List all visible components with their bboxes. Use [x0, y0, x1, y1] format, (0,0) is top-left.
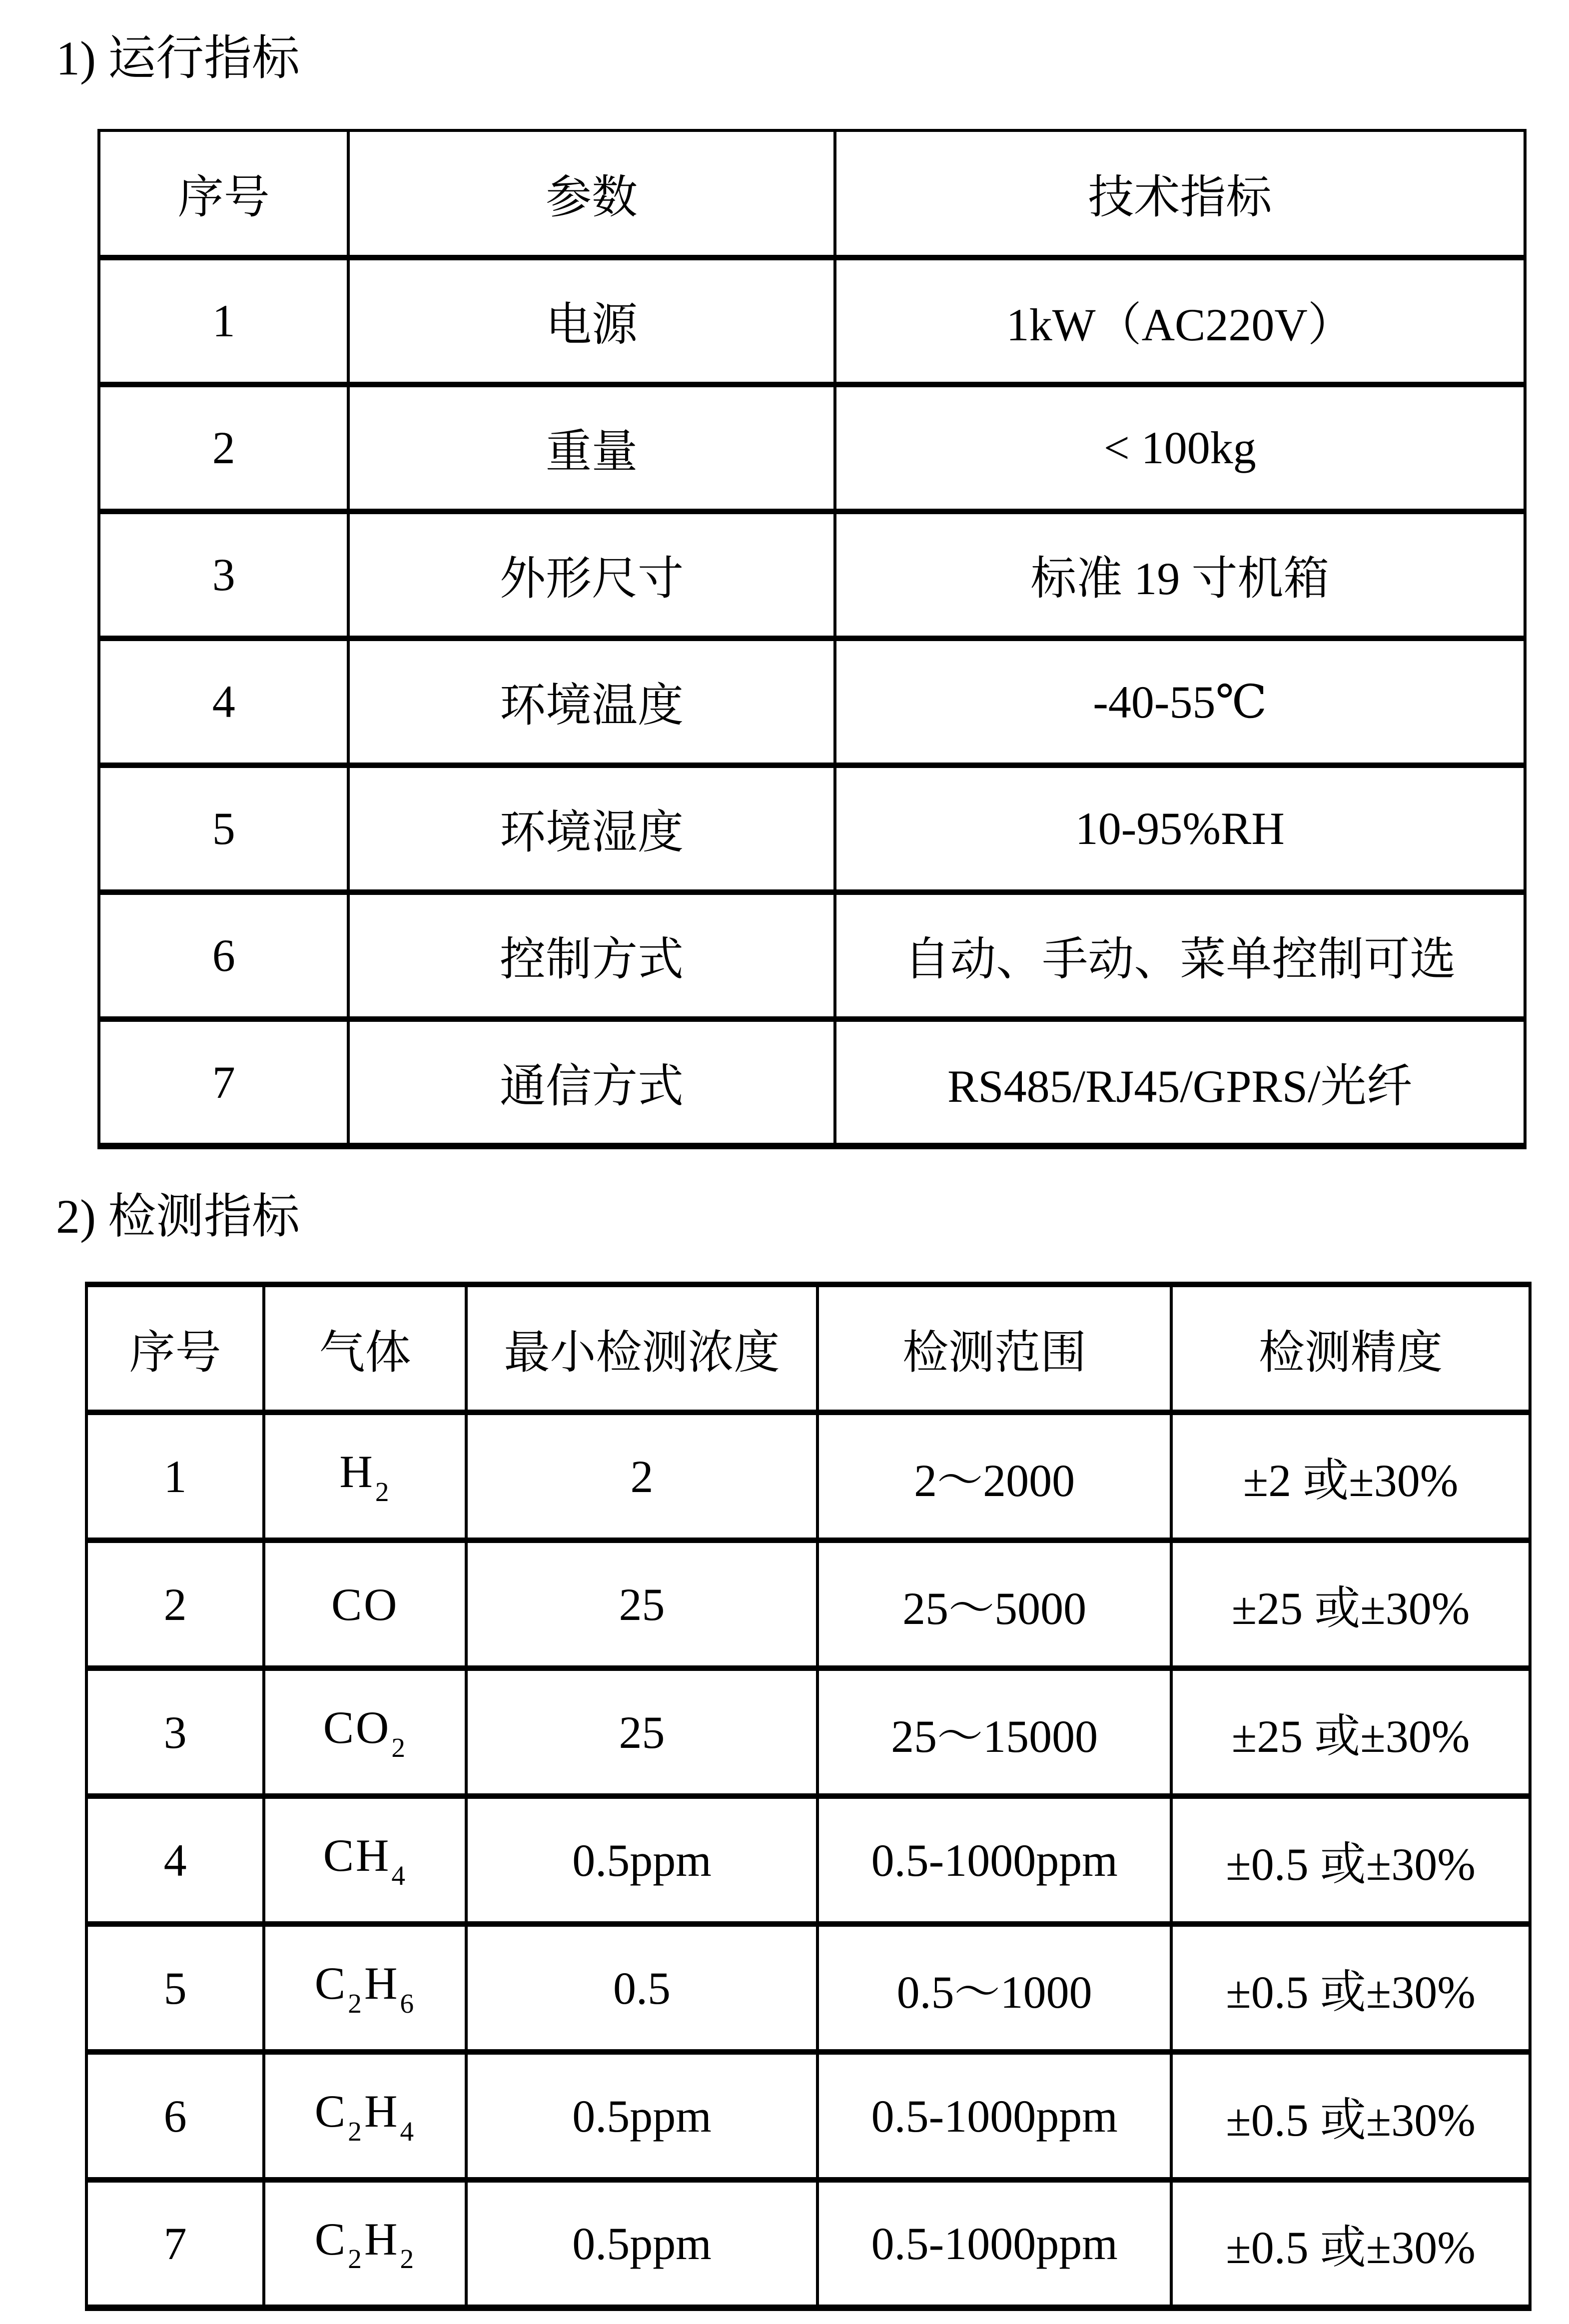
column-header: 最小检测浓度 [466, 1285, 817, 1413]
table-cell: 6 [99, 892, 348, 1019]
formula-text: CH [323, 1830, 391, 1881]
gas-formula-cell [264, 2052, 466, 2180]
table-cell: 外形尺寸 [348, 511, 834, 638]
table-cell: 电源 [348, 257, 834, 384]
table-row [86, 1541, 1530, 1668]
table-cell: 0.5ppm [466, 2180, 817, 2308]
formula-subscript: 4 [400, 2116, 416, 2147]
table-cell: 重量 [348, 384, 834, 511]
table-cell: ±0.5 或±30% [1171, 2052, 1530, 2180]
table-cell: 3 [86, 1668, 264, 1796]
formula-text: CO [323, 1702, 391, 1753]
table-cell: 3 [99, 511, 348, 638]
table-cell: 0.5-1000ppm [817, 2052, 1171, 2180]
table-cell: 25 [466, 1668, 817, 1796]
formula-text: C [314, 2086, 347, 2137]
formula-text: C [314, 2213, 347, 2265]
gas-formula-cell [264, 1796, 466, 1924]
table-cell: ±25 或±30% [1171, 1541, 1530, 1668]
table-cell: 25 [466, 1541, 817, 1668]
table-cell: 0.5ppm [466, 1796, 817, 1924]
table-cell: ±0.5 或±30% [1171, 2180, 1530, 2308]
table-row [99, 892, 1525, 1019]
table-row [86, 1668, 1530, 1796]
table-row [99, 257, 1525, 384]
table-row [86, 1413, 1530, 1541]
formula-subscript: 6 [400, 1988, 416, 2019]
section-1-heading: 1) 运行指标 [56, 31, 300, 85]
table-row [99, 638, 1525, 765]
table-cell: 1 [86, 1413, 264, 1541]
table-cell: 0.5 [466, 1924, 817, 2052]
formula-text: H [364, 1958, 400, 2009]
table-row [86, 2180, 1530, 2308]
table-cell: 4 [99, 638, 348, 765]
gas-formula-cell [264, 1541, 466, 1668]
formula-text: H [364, 2086, 400, 2137]
table-cell: 0.5ppm [466, 2052, 817, 2180]
formula-text: H [364, 2213, 400, 2265]
table-cell: 1kW（AC220V） [835, 257, 1525, 384]
table-cell: 0.5～1000 [817, 1924, 1171, 2052]
formula-subscript: 2 [348, 2116, 364, 2147]
table-cell: 通信方式 [348, 1019, 834, 1146]
column-header: 检测范围 [817, 1285, 1171, 1413]
table-row [99, 1019, 1525, 1146]
table-cell: ±25 或±30% [1171, 1668, 1530, 1796]
gas-formula-cell [264, 1413, 466, 1541]
table-cell: 2 [99, 384, 348, 511]
table-cell: -40-55℃ [835, 638, 1525, 765]
table-cell: 10-95%RH [835, 765, 1525, 892]
table-cell: 25～5000 [817, 1541, 1171, 1668]
table-cell: 控制方式 [348, 892, 834, 1019]
table-cell: 25～15000 [817, 1668, 1171, 1796]
table-cell: 5 [99, 765, 348, 892]
table-cell: < 100kg [835, 384, 1525, 511]
section-2-heading: 2) 检测指标 [56, 1190, 300, 1243]
column-header: 气体 [264, 1285, 466, 1413]
formula-subscript: 2 [348, 2244, 364, 2275]
table-cell: ±0.5 或±30% [1171, 1924, 1530, 2052]
formula-text: CO [331, 1578, 399, 1630]
formula-subscript: 2 [375, 1476, 391, 1507]
gas-formula-cell [264, 1668, 466, 1796]
detection-indicators-table [85, 1282, 1532, 2311]
gas-formula-cell [264, 1924, 466, 2052]
formula-text: C [314, 1958, 347, 2009]
column-header: 序号 [99, 130, 348, 257]
column-header: 技术指标 [835, 130, 1525, 257]
table-cell: ±0.5 或±30% [1171, 1796, 1530, 1924]
table-cell: 5 [86, 1924, 264, 2052]
table-row [99, 765, 1525, 892]
column-header: 序号 [86, 1285, 264, 1413]
table-header-row [86, 1285, 1530, 1413]
table-row [99, 384, 1525, 511]
formula-subscript: 2 [391, 1732, 407, 1763]
table-cell: 0.5-1000ppm [817, 1796, 1171, 1924]
column-header: 参数 [348, 130, 834, 257]
table-cell: 自动、手动、菜单控制可选 [835, 892, 1525, 1019]
operating-indicators-table [97, 129, 1527, 1149]
table-cell: 标准 19 寸机箱 [835, 511, 1525, 638]
formula-subscript: 2 [400, 2244, 416, 2275]
table-cell: 2 [466, 1413, 817, 1541]
formula-subscript: 2 [348, 1988, 364, 2019]
table-cell: 2～2000 [817, 1413, 1171, 1541]
table-row [86, 1924, 1530, 2052]
table-cell: 7 [86, 2180, 264, 2308]
table-cell: 6 [86, 2052, 264, 2180]
table-cell: 4 [86, 1796, 264, 1924]
table-row [86, 1796, 1530, 1924]
table-cell: 0.5-1000ppm [817, 2180, 1171, 2308]
gas-formula-cell [264, 2180, 466, 2308]
table-cell: ±2 或±30% [1171, 1413, 1530, 1541]
table-cell: 2 [86, 1541, 264, 1668]
table-row [86, 2052, 1530, 2180]
formula-text: H [339, 1446, 375, 1498]
formula-subscript: 4 [391, 1860, 407, 1891]
table-cell: 1 [99, 257, 348, 384]
column-header: 检测精度 [1171, 1285, 1530, 1413]
table-cell: 环境温度 [348, 638, 834, 765]
table-cell: 环境湿度 [348, 765, 834, 892]
table-row [99, 511, 1525, 638]
table-cell: 7 [99, 1019, 348, 1146]
table-cell: RS485/RJ45/GPRS/光纤 [835, 1019, 1525, 1146]
table-header-row [99, 130, 1525, 257]
